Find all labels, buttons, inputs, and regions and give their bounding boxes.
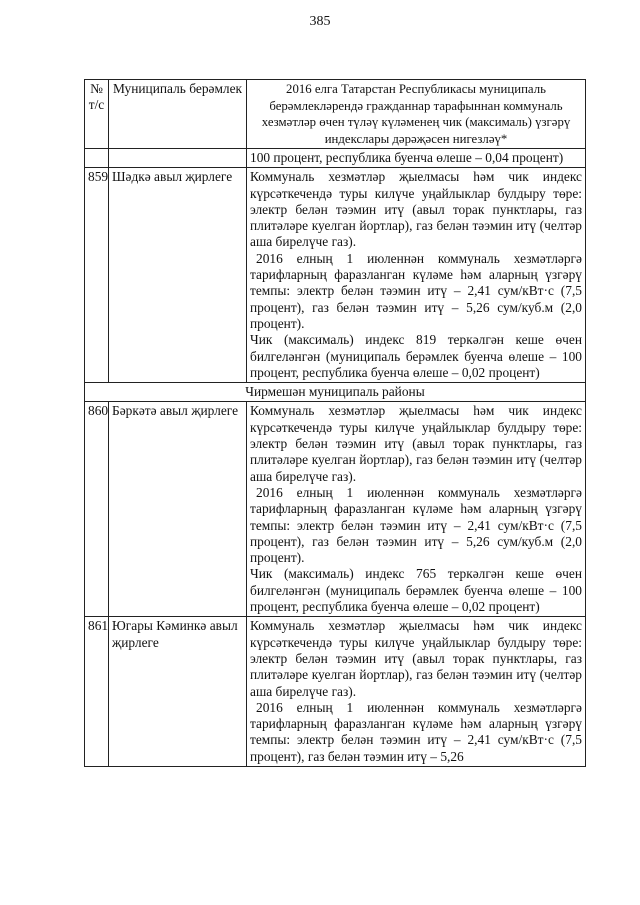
row-number: 859 (85, 168, 109, 383)
table-row (85, 402, 586, 617)
header-description: 2016 елга Татарстан Республикасы муниципаль берәмлекләрендә гражданнар тарафыннан коммуналь хезмәтләр өчен түләү күләменең чик (максималь) үзгәрү индекслары дәрәҗәсен нигезләү* (247, 80, 586, 149)
municipality-name: Бәркәтә авыл җирлеге (109, 402, 247, 617)
row-number: 860 (85, 402, 109, 617)
continuation-text: 100 процент, республика буенча өлеше – 0,04 процент) (250, 150, 564, 165)
page-number: 385 (309, 14, 331, 29)
amenities-paragraph: Коммуналь хезмәтләр җыелмасы һәм чик индекс күрсәткечендә туры килүче уңайлыклар булдыру төре: электр белән тәэмин итү (авыл торак пунктлары, газ плитәләре куелган йортлар), газ белән тәэмин итү (челтәр аша бирелүче газ). (250, 403, 582, 484)
table-header-row (85, 80, 586, 149)
index-paragraph: Чик (максималь) индекс 765 теркәлгән кеше өчен билгеләнгән (муниципаль берәмлек буенча өлеше – 100 процент, республика буенча өлеше – 0,02 процент) (250, 566, 582, 615)
tariff-paragraph: 2016 елның 1 июленнән коммуналь хезмәтләргә тарифларның фаразланган күләме һәм аларның үзгәрү темпы: электр белән тәэмин итү – 2,41 сум/кВт·с (7,5 процент), газ белән тәэмин итү – 5,26 сум/куб.м (2,0 процент). (250, 250, 582, 331)
table-row (85, 617, 586, 767)
row-description (247, 617, 586, 767)
continuation-row (85, 149, 586, 168)
tariff-paragraph: 2016 елның 1 июленнән коммуналь хезмәтләргә тарифларның фаразланган күләме һәм аларның үзгәрү темпы: электр белән тәэмин итү – 2,41 сум/кВт·с (7,5 процент), газ белән тәэмин итү – 5,26 сум/куб.м (2,0 процент). (250, 484, 582, 566)
district-title: Чирмешән муниципаль районы (85, 383, 586, 402)
row-number: 861 (85, 617, 109, 767)
header-municipality: Муниципаль берәмлек (109, 80, 247, 149)
tariff-paragraph: 2016 елның 1 июленнән коммуналь хезмәтләргә тарифларның фаразланган күләме һәм аларның үзгәрү темпы: электр белән тәэмин итү – 2,41 сум/кВт·с (7,5 процент), газ белән тәэмин итү – 5,26 (250, 699, 582, 764)
header-number: № т/с (85, 80, 109, 149)
amenities-paragraph: Коммуналь хезмәтләр җыелмасы һәм чик индекс күрсәткечендә туры килүче уңайлыклар булдыру төре: электр белән тәэмин итү (авыл торак пунктлары, газ плитәләре куелган йортлар), газ белән тәэмин итү (челтәр аша бирелүче газ). (250, 618, 582, 699)
municipality-name: Шәдкә авыл җирлеге (109, 168, 247, 383)
row-description (247, 402, 586, 617)
index-paragraph: Чик (максималь) индекс 819 теркәлгән кеше өчен билгеләнгән (муниципаль берәмлек буенча өлеше – 100 процент, республика буенча өлеше – 0,02 процент) (250, 332, 582, 380)
district-row (85, 383, 586, 402)
amenities-paragraph: Коммуналь хезмәтләр җыелмасы һәм чик индекс күрсәткечендә туры килүче уңайлыклар булдыру төре: электр белән тәэмин итү (авыл торак пунктлары, газ плитәләре куелган йортлар), газ белән тәэмин итү (челтәр аша бирелүче газ). (250, 169, 582, 250)
indices-table (84, 79, 586, 767)
table-row (85, 168, 586, 383)
municipality-name: Югары Кәминкә авыл җирлеге (109, 617, 247, 767)
row-description (247, 168, 586, 383)
